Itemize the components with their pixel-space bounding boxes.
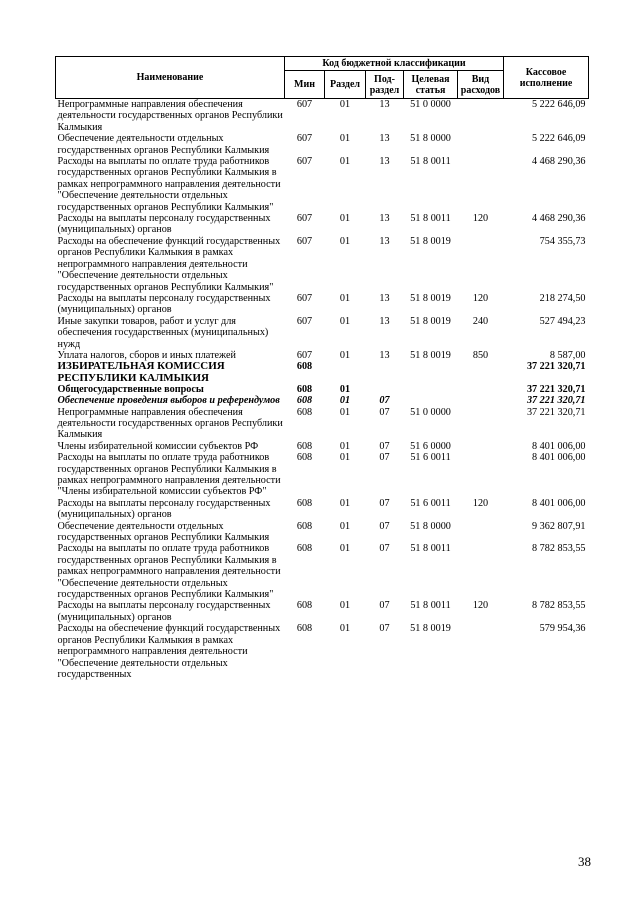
row-amount: 4 468 290,36 <box>532 213 586 225</box>
row-exptype <box>458 521 504 544</box>
table-row <box>56 407 589 441</box>
row-exptype <box>458 623 504 680</box>
budget-table <box>55 56 589 680</box>
row-amount: 8 401 006,00 <box>532 497 586 509</box>
row-section: 01 <box>339 235 351 247</box>
row-target: 51 8 0011 <box>410 156 451 168</box>
row-section: 01 <box>339 452 351 464</box>
row-exptype: 120 <box>472 213 489 225</box>
row-target: 51 8 0011 <box>410 600 451 612</box>
row-subsection: 07 <box>379 452 390 464</box>
row-name: Расходы на выплаты персоналу государственных (муниципальных) органов <box>57 600 271 623</box>
row-target: 51 6 0011 <box>410 497 451 509</box>
table-row <box>56 99 589 134</box>
row-name: Обеспечение деятельности отдельных государственных органов Республики Калмыкия <box>57 133 270 156</box>
row-section: 01 <box>339 440 351 452</box>
row-section: 01 <box>339 292 351 304</box>
table-row <box>56 384 589 395</box>
row-min: 608 <box>296 452 313 464</box>
row-subsection <box>366 384 404 395</box>
header-min: Мин <box>285 71 325 99</box>
table-row <box>56 600 589 623</box>
row-subsection: 13 <box>379 235 390 247</box>
table-row <box>56 623 589 680</box>
table-body <box>56 99 589 681</box>
row-amount: 8 401 006,00 <box>532 452 586 464</box>
row-amount: 8 401 006,00 <box>532 440 586 452</box>
row-exptype <box>458 452 504 498</box>
row-section: 01 <box>339 349 351 361</box>
table-header <box>56 57 589 99</box>
row-subsection: 13 <box>379 315 390 327</box>
row-subsection: 13 <box>379 292 390 304</box>
table-row <box>56 236 589 293</box>
row-target: 51 8 0019 <box>410 292 451 304</box>
row-exptype <box>458 133 504 156</box>
row-exptype <box>458 407 504 441</box>
row-subsection: 07 <box>379 600 390 612</box>
row-exptype <box>458 236 504 293</box>
row-subsection: 13 <box>379 349 390 361</box>
row-subsection: 13 <box>379 99 390 110</box>
header-name: Наименование <box>56 57 285 99</box>
row-name: Общегосударственные вопросы <box>57 383 204 395</box>
table-row <box>56 361 589 383</box>
row-name: Расходы на выплаты персоналу государственных (муниципальных) органов <box>57 497 271 521</box>
row-amount: 579 954,36 <box>539 623 586 635</box>
table-row <box>56 452 589 498</box>
row-exptype <box>458 156 504 213</box>
row-min: 608 <box>296 520 313 532</box>
row-amount: 37 221 320,71 <box>526 383 586 395</box>
table-row <box>56 543 589 600</box>
row-amount: 37 221 320,71 <box>526 395 586 407</box>
table-row <box>56 521 589 544</box>
row-name: ИЗБИРАТЕЛЬНАЯ КОМИССИЯ РЕСПУБЛИКИ КАЛМЫКИЯ <box>57 360 225 384</box>
row-amount: 5 222 646,09 <box>532 133 586 145</box>
row-min: 607 <box>296 156 313 168</box>
row-section: 01 <box>339 99 351 110</box>
header-code-group: Код бюджетной классификации <box>285 57 504 71</box>
row-min: 608 <box>296 623 313 635</box>
table-row <box>56 133 589 156</box>
row-target: 51 8 0000 <box>410 520 451 532</box>
row-min: 608 <box>296 406 313 418</box>
row-section: 01 <box>339 543 351 555</box>
row-exptype <box>458 543 504 600</box>
header-subsection: Под-раздел <box>366 71 404 99</box>
row-exptype: 120 <box>472 292 489 304</box>
row-exptype <box>458 384 504 395</box>
row-section: 01 <box>339 600 351 612</box>
row-target: 51 8 0019 <box>410 623 451 635</box>
row-target: 51 6 0011 <box>410 452 451 464</box>
row-min: 607 <box>296 99 313 110</box>
table-row <box>56 293 589 316</box>
row-subsection <box>366 361 404 383</box>
row-exptype <box>458 361 504 383</box>
row-amount: 8 782 853,55 <box>532 543 586 555</box>
row-subsection: 07 <box>379 395 390 407</box>
row-min: 608 <box>296 600 313 612</box>
row-min: 607 <box>296 235 313 247</box>
row-subsection: 07 <box>379 543 390 555</box>
row-section: 01 <box>339 623 351 635</box>
row-target: 51 0 0000 <box>410 406 451 418</box>
row-min: 607 <box>296 315 313 327</box>
row-name: Обеспечение проведения выборов и референдумов <box>57 395 280 407</box>
row-min: 607 <box>296 349 313 361</box>
row-min: 608 <box>296 395 313 407</box>
budget-table-container <box>55 56 588 680</box>
header-amount: Кассовое исполнение <box>504 57 589 99</box>
row-section: 01 <box>339 315 351 327</box>
row-name: Непрограммные направления обеспечения деятельности государственных органов Республики Калмыкия <box>57 406 283 441</box>
row-target: 51 8 0000 <box>410 133 451 145</box>
row-target: 51 8 0011 <box>410 213 451 225</box>
row-name: Расходы на выплаты персоналу государственных (муниципальных) органов <box>57 213 271 236</box>
table-row <box>56 156 589 213</box>
row-name: Иные закупки товаров, работ и услуг для обеспечения государственных (муниципальных) нужд <box>57 315 269 350</box>
row-target <box>404 361 458 383</box>
row-target: 51 8 0019 <box>410 235 451 247</box>
row-min: 607 <box>296 292 313 304</box>
row-min: 608 <box>296 361 313 373</box>
row-target <box>404 395 458 406</box>
row-min: 608 <box>296 440 313 452</box>
row-name: Члены избирательной комиссии субъектов РФ <box>57 440 259 452</box>
row-subsection: 07 <box>379 520 390 532</box>
table-row <box>56 213 589 236</box>
row-target: 51 0 0000 <box>410 99 451 110</box>
header-section: Раздел <box>325 71 366 99</box>
row-min: 608 <box>296 543 313 555</box>
row-amount: 5 222 646,09 <box>532 99 586 110</box>
row-exptype: 120 <box>472 497 489 509</box>
row-section: 01 <box>339 395 351 407</box>
row-section: 01 <box>339 383 351 395</box>
row-subsection: 07 <box>379 440 390 452</box>
page-number: 38 <box>578 854 591 869</box>
row-exptype <box>458 99 504 134</box>
row-target: 51 8 0019 <box>410 349 451 361</box>
row-section: 01 <box>339 133 351 145</box>
row-section: 01 <box>339 406 351 418</box>
row-amount: 754 355,73 <box>539 235 586 247</box>
row-subsection: 07 <box>379 623 390 635</box>
row-exptype <box>458 441 504 452</box>
table-row <box>56 498 589 521</box>
row-min: 608 <box>296 497 313 509</box>
row-amount: 218 274,50 <box>539 292 586 304</box>
row-target: 51 8 0019 <box>410 315 451 327</box>
row-name: Расходы на обеспечение функций государственных органов Республики Калмыкия в рамках непрограммного направления деятельности "Обеспечение деятельности отдельных государственных органов Республики Калмыкия" <box>57 235 281 293</box>
table-row <box>56 441 589 452</box>
table-row <box>56 316 589 350</box>
row-section: 01 <box>339 213 351 225</box>
row-min: 607 <box>296 213 313 225</box>
row-exptype: 850 <box>472 349 489 361</box>
row-section: 01 <box>339 520 351 532</box>
row-name: Расходы на выплаты по оплате труда работников государственных органов Республики Калмыкия в рамках непрограммного направления деятельности "Члены избирательной комиссии субъектов РФ" <box>57 452 281 498</box>
row-name: Расходы на выплаты персоналу государственных (муниципальных) органов <box>57 292 271 316</box>
row-exptype <box>458 395 504 406</box>
header-exptype: Вид расходов <box>458 71 504 99</box>
row-amount: 37 221 320,71 <box>526 361 586 373</box>
row-amount: 527 494,23 <box>539 315 586 327</box>
row-subsection: 13 <box>379 156 390 168</box>
row-amount: 8 587,00 <box>549 349 586 361</box>
row-amount: 8 782 853,55 <box>532 600 586 612</box>
row-section: 01 <box>339 497 351 509</box>
row-name: Обеспечение деятельности отдельных государственных органов Республики Калмыкия <box>57 520 270 544</box>
row-name: Расходы на выплаты по оплате труда работников государственных органов Республики Калмыкия в рамках непрограммного направления деятельности "Обеспечение деятельности отдельных государственных органов Республики Калмыкия" <box>57 156 281 213</box>
row-target: 51 8 0011 <box>410 543 451 555</box>
row-name: Непрограммные направления обеспечения деятельности государственных органов Республики Калмыкия <box>57 99 283 133</box>
row-target <box>404 384 458 395</box>
row-subsection: 07 <box>379 497 390 509</box>
row-exptype: 120 <box>472 600 489 612</box>
row-section: 01 <box>339 156 351 168</box>
row-subsection: 13 <box>379 213 390 225</box>
row-subsection: 07 <box>379 406 390 418</box>
row-exptype: 240 <box>472 315 489 327</box>
row-amount: 4 468 290,36 <box>532 156 586 168</box>
row-min: 607 <box>296 133 313 145</box>
row-amount: 37 221 320,71 <box>526 406 586 418</box>
row-min: 608 <box>296 383 313 395</box>
row-name: Расходы на обеспечение функций государственных органов Республики Калмыкия в рамках непрограммного направления деятельности "Обеспечение деятельности отдельных государственных <box>57 623 281 680</box>
row-subsection: 13 <box>379 133 390 145</box>
table-row <box>56 395 589 406</box>
row-name: Расходы на выплаты по оплате труда работников государственных органов Республики Калмыкия в рамках непрограммного направления деятельности "Обеспечение деятельности отдельных государственных органов Республики Калмыкия" <box>57 543 281 601</box>
row-section <box>325 361 366 383</box>
row-target: 51 6 0000 <box>410 440 451 452</box>
row-name: Уплата налогов, сборов и иных платежей <box>57 349 236 361</box>
header-target: Целевая статья <box>404 71 458 99</box>
row-amount: 9 362 807,91 <box>532 520 586 532</box>
